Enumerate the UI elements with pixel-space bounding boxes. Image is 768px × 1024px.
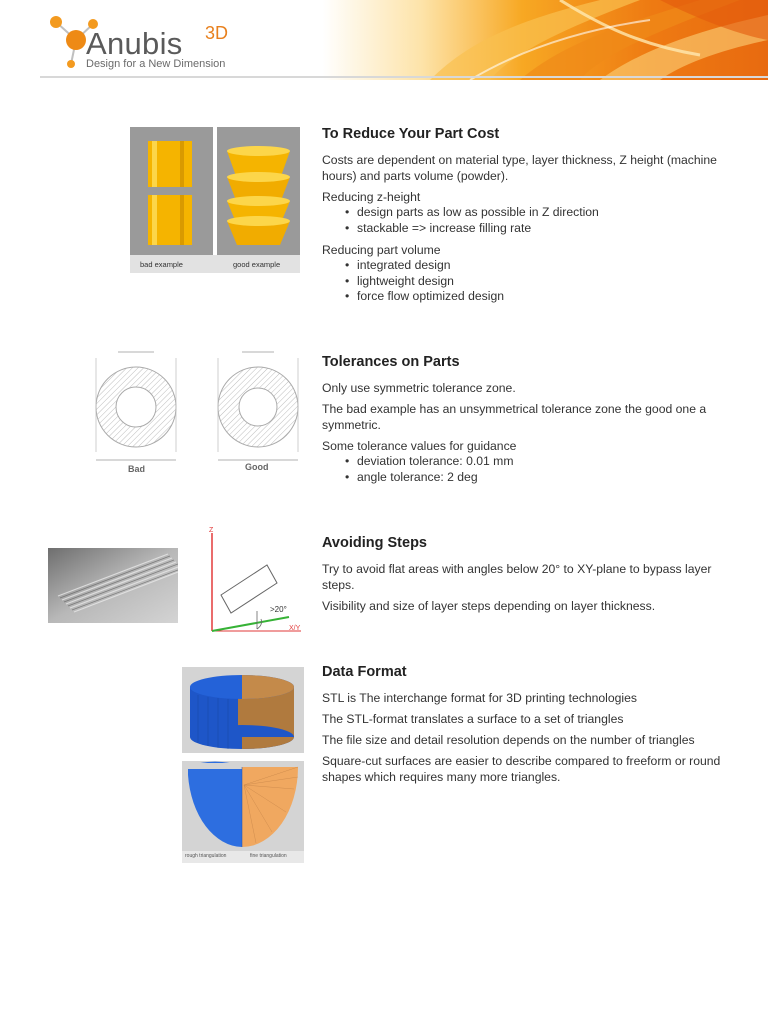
- axis-z-label: Z: [209, 527, 214, 534]
- caption-rough: rough triangulation: [185, 853, 227, 859]
- section-title: Data Format: [322, 664, 407, 680]
- paragraph: Square-cut surfaces are easier to describe compared to freeform or round shapes which requires many more triangles.: [322, 754, 721, 784]
- data-format-figure: [182, 667, 304, 863]
- section-avoiding-steps: [322, 535, 732, 619]
- section-data-format: [322, 664, 732, 790]
- paragraph: The STL-format translates a surface to a set of triangles: [322, 712, 624, 726]
- list-item: • angle tolerance: 2 deg: [357, 470, 732, 486]
- group-label: Reducing part volume: [322, 243, 441, 257]
- axis-xy-label: X/Y: [289, 625, 301, 632]
- paragraph: STL is The interchange format for 3D printing technologies: [322, 691, 638, 705]
- paragraph: The bad example has an unsymmetrical tolerance zone the good one a symmetric.: [322, 402, 707, 432]
- bullet-list: [322, 454, 732, 485]
- tolerance-rings-illustration: [92, 340, 304, 475]
- step-angle-illustration: [205, 525, 305, 637]
- caption-good-example: good example: [233, 260, 281, 269]
- label-bad: Bad: [128, 464, 146, 474]
- list-item: • design parts as low as possible in Z direction: [357, 205, 732, 221]
- section-title: To Reduce Your Part Cost: [322, 126, 500, 142]
- bullet-list: [322, 205, 732, 236]
- group-label: Reducing z-height: [322, 190, 421, 204]
- brand-name: Anubis: [86, 26, 183, 61]
- caption-bad-example: bad example: [140, 260, 183, 269]
- triangulation-illustration: [182, 667, 304, 863]
- section-title: Tolerances on Parts: [322, 354, 460, 370]
- part-cost-figure: [130, 127, 300, 273]
- bullet-list: [322, 258, 732, 305]
- list-item: • deviation tolerance: 0.01 mm: [357, 454, 732, 470]
- brand-tagline: Design for a New Dimension: [86, 58, 226, 70]
- list-item: • stackable => increase filling rate: [357, 221, 732, 237]
- list-item: • lightweight design: [357, 274, 732, 290]
- paragraph: Only use symmetric tolerance zone.: [322, 381, 516, 395]
- page-header: [0, 0, 768, 80]
- angle-label: >20°: [270, 605, 287, 614]
- list-item: • force flow optimized design: [357, 289, 732, 305]
- part-cost-illustration: [130, 127, 300, 273]
- paragraph: Visibility and size of layer steps depending on layer thickness.: [322, 599, 656, 613]
- tolerance-figure: [92, 340, 304, 475]
- group-label: Some tolerance values for guidance: [322, 439, 517, 453]
- paragraph: The file size and detail resolution depends on the number of triangles: [322, 733, 695, 747]
- section-part-cost: [322, 126, 732, 311]
- section-title: Avoiding Steps: [322, 535, 427, 551]
- brand-superscript: 3D: [205, 23, 229, 43]
- layer-steps-photo-illustration: [48, 548, 178, 623]
- paragraph: Try to avoid flat areas with angles below 20° to XY-plane to bypass layer steps.: [322, 562, 712, 592]
- label-good: Good: [245, 462, 269, 472]
- section-tolerances: [322, 354, 732, 491]
- layer-steps-photo: [48, 548, 178, 623]
- step-angle-diagram: [205, 525, 305, 637]
- list-item: • integrated design: [357, 258, 732, 274]
- section-intro: Costs are dependent on material type, layer thickness, Z height (machine hours) and parts volume (powder).: [322, 153, 717, 183]
- caption-fine: fine triangulation: [250, 853, 287, 859]
